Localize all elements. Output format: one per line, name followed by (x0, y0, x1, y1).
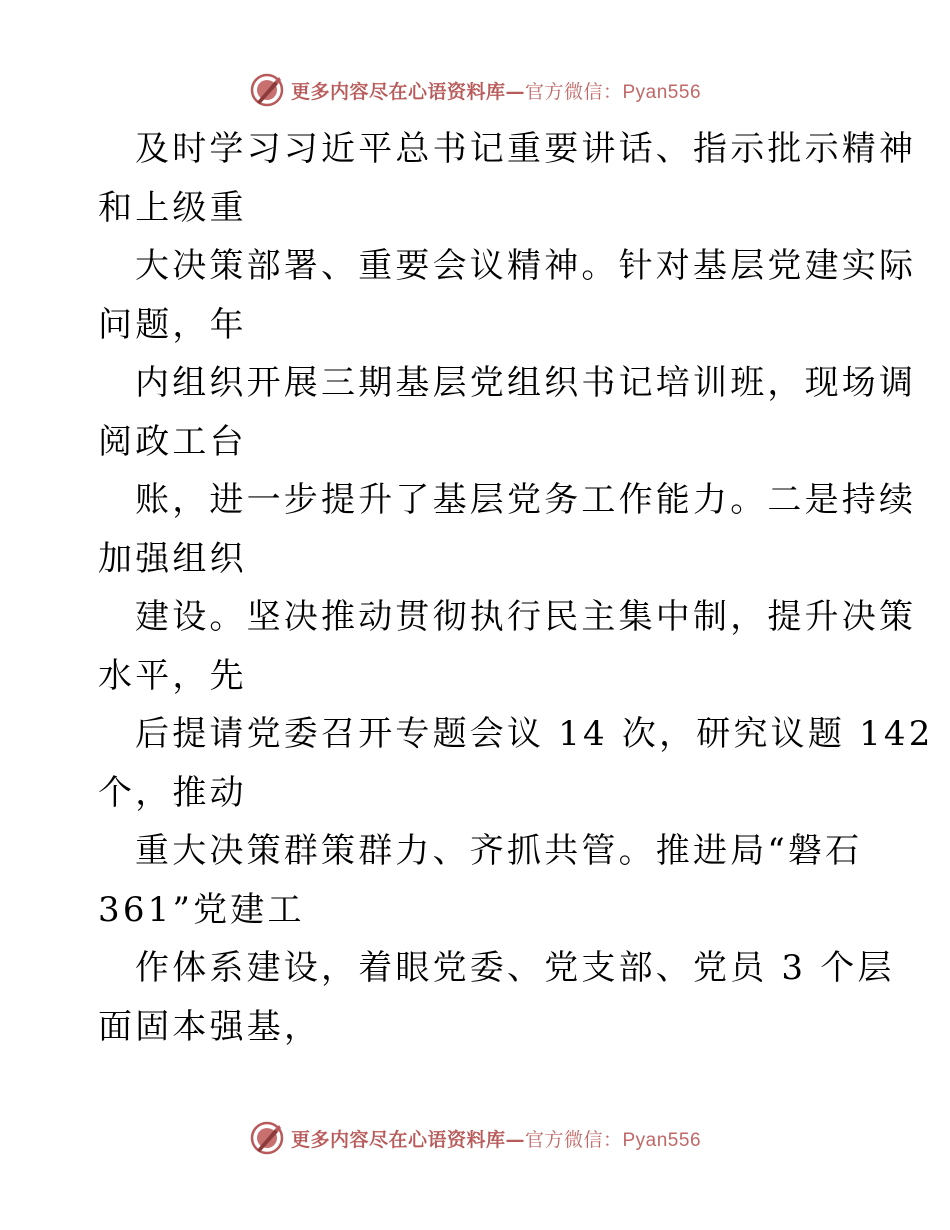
text-line: 后提请党委召开专题会议 14 次，研究议题 142 (135, 714, 934, 754)
text-line: 建设。坚决推动贯彻执行民主集中制，提升决策 (135, 597, 917, 637)
text-line: 问题，年 (98, 304, 247, 345)
document-body (98, 120, 934, 1056)
watermark-account: 官方微信：Pyan556 (525, 81, 702, 103)
text-line: 账，进一步提升了基层党务工作能力。二是持续 (135, 480, 917, 520)
text-line: 361”党建工 (98, 889, 305, 930)
pen-seal-logo-icon (249, 1120, 285, 1156)
footer-watermark (0, 1118, 950, 1158)
text-line: 重大决策群策群力、齐抓共管。推进局“磐石 (135, 831, 863, 871)
text-line: 水平，先 (98, 655, 247, 696)
header-watermark (0, 70, 950, 110)
text-line: 和上级重 (98, 187, 247, 228)
pen-seal-logo-icon (249, 72, 285, 108)
text-line: 作体系建设，着眼党委、党支部、党员 3 个层 (135, 948, 895, 988)
text-line: 加强组织 (98, 538, 247, 579)
watermark-text: 更多内容尽在心语资料库—官方微信：Pyan556 (290, 1128, 702, 1151)
text-line: 个，推动 (98, 772, 247, 813)
watermark-text: 更多内容尽在心语资料库—官方微信：Pyan556 (290, 80, 702, 103)
watermark-account: 官方微信：Pyan556 (525, 1129, 702, 1151)
text-line: 阅政工台 (98, 421, 247, 462)
text-line: 及时学习习近平总书记重要讲话、指示批示精神 (135, 129, 917, 169)
text-line: 面固本强基， (98, 1006, 322, 1047)
text-line: 大决策部署、重要会议精神。针对基层党建实际 (135, 246, 917, 286)
text-line: 内组织开展三期基层党组织书记培训班，现场调 (135, 363, 917, 403)
